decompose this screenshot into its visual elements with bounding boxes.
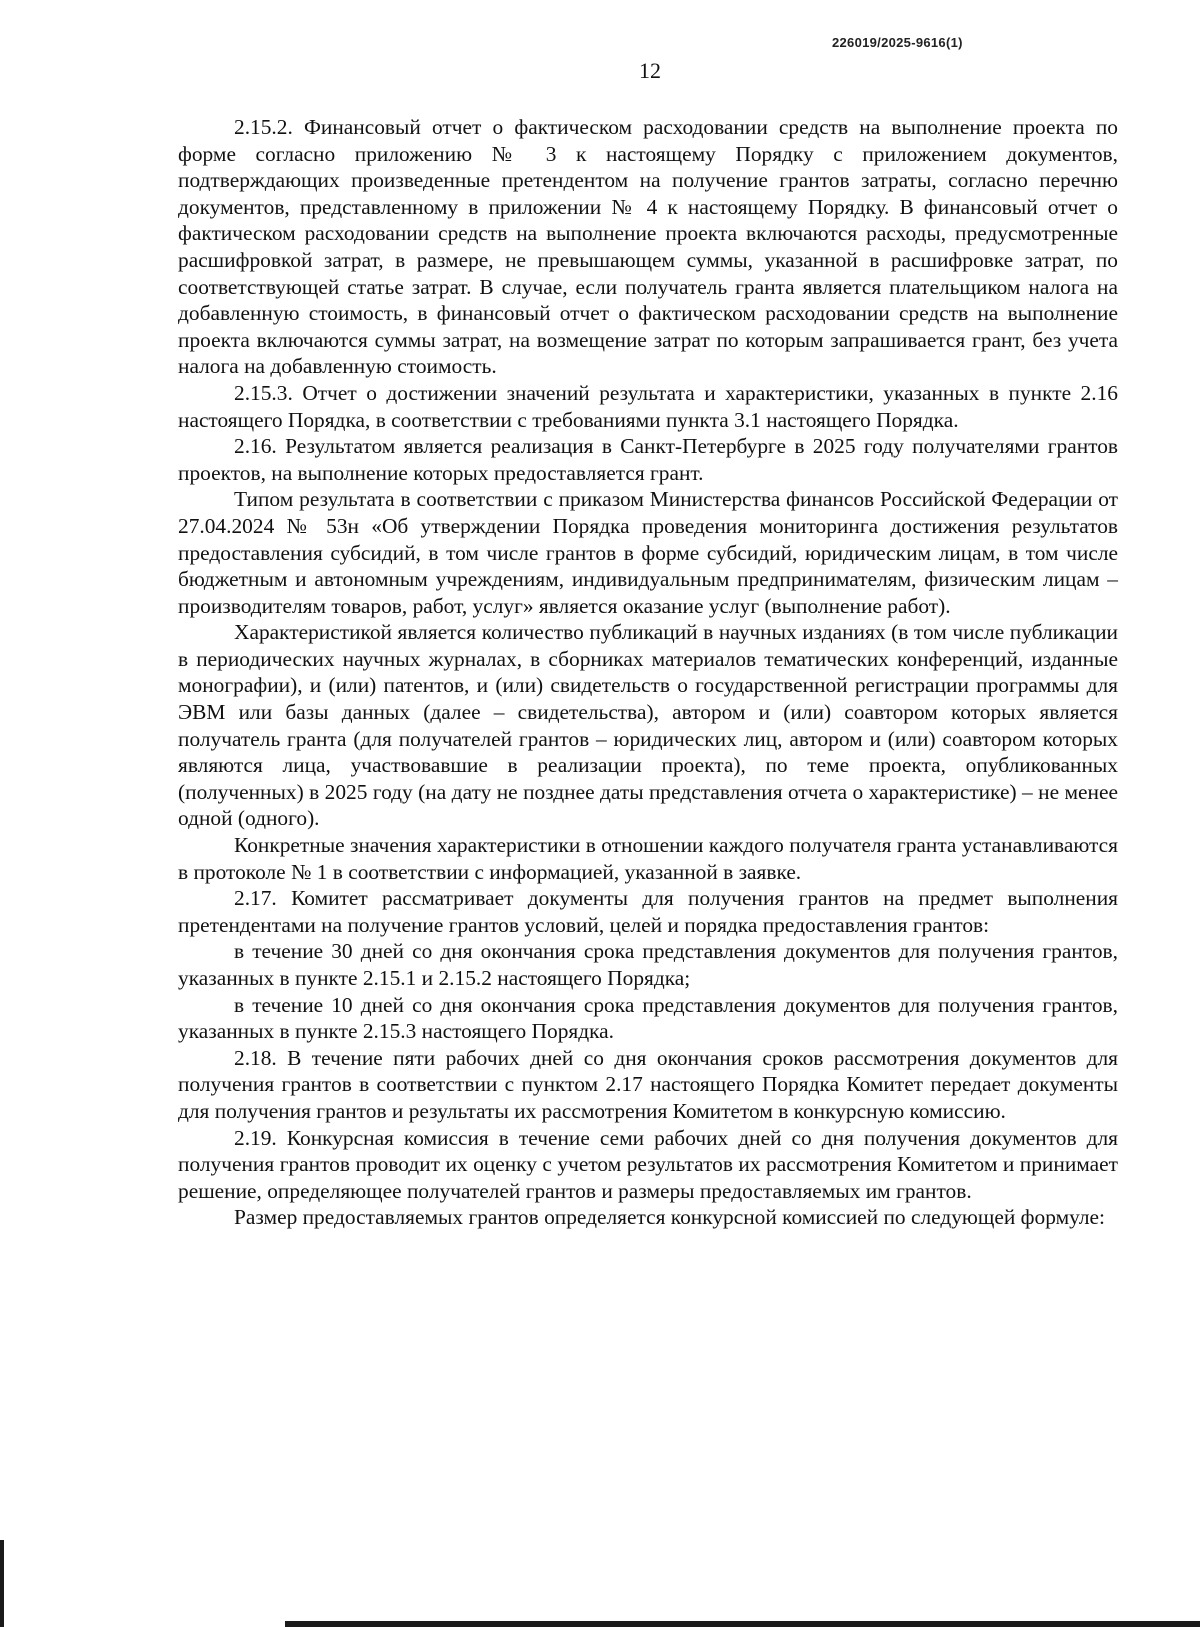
document-body bbox=[178, 114, 1118, 1231]
paragraph-grant-size-formula: Размер предоставляемых грантов определяется конкурсной комиссией по следующей формуле: bbox=[234, 1205, 1105, 1230]
document-registration-code: 226019/2025-9616(1) bbox=[832, 35, 963, 50]
paragraph-2-15-2: 2.15.2. Финансовый отчет о фактическом расходовании средств на выполнение проекта по форме согласно приложению № 3 к настоящему Порядку с приложением документов, подтверждающих произведенные претендентом на получение грантов затраты, согласно перечню документов, представленному в приложении № 4 к настоящему Порядку. В финансовый отчет о фактическом расходовании средств на выполнение проекта включаются расходы, предусмотренные расшифровкой затрат, в размере, не превышающем суммы, указанной в расшифровке затрат, по соответствующей статье затрат. В случае, если получатель гранта является плательщиком налога на добавленную стоимость, в финансовый отчет о фактическом расходовании средств на выполнение проекта включаются суммы затрат, на возмещение затрат по которым запрашивается грант, без учета налога на добавленную стоимость. bbox=[178, 115, 1118, 379]
paragraph-characteristic: Характеристикой является количество публикаций в научных изданиях (в том числе публикации в периодических научных журналах, в сборниках материалов тематических конференций, изданные монографии), и (или) патентов, и (или) свидетельств о государственной регистрации программы для ЭВМ или базы данных (далее – свидетельства), автором и (или) соавтором которых является получатель гранта (для получателей грантов – юридических лиц, автором и (или) соавтором которых являются лица, участвовавшие в реализации проекта), по теме проекта, опубликованных (полученных) в 2025 году (на дату не позднее даты представления отчета о характеристике) – не менее одной (одного). bbox=[178, 620, 1118, 831]
paragraph-2-15-3: 2.15.3. Отчет о достижении значений результата и характеристики, указанных в пункте 2.16 настоящего Порядка, в соответствии с требованиями пункта 3.1 настоящего Порядка. bbox=[178, 380, 1118, 432]
paragraph-result-type: Типом результата в соответствии с приказом Министерства финансов Российской Федерации от 27.04.2024 № 53н «Об утверждении Порядка проведения мониторинга достижения результатов предоставления субсидий, в том числе грантов в форме субсидий, юридическим лицам, в том числе бюджетным и автономным учреждениям, индивидуальным предпринимателям, физическим лицам – производителям товаров, работ, услуг» является оказание услуг (выполнение работ). bbox=[178, 487, 1118, 618]
page-number: 12 bbox=[639, 58, 661, 83]
paragraph-2-17: 2.17. Комитет рассматривает документы для получения грантов на предмет выполнения претендентами на получение грантов условий, целей и порядка предоставления грантов: bbox=[178, 886, 1118, 937]
paragraph-2-16: 2.16. Результатом является реализация в Санкт-Петербурге в 2025 году получателями грантов проектов, на выполнение которых предоставляется грант. bbox=[178, 434, 1118, 485]
paragraph-2-17-term-30-days: в течение 30 дней со дня окончания срока представления документов для получения грантов, указанных в пункте 2.15.1 и 2.15.2 настоящего Порядка; bbox=[178, 939, 1118, 990]
paragraph-characteristic-values: Конкретные значения характеристики в отношении каждого получателя гранта устанавливаются в протоколе № 1 в соответствии с информацией, указанной в заявке. bbox=[178, 833, 1118, 884]
paragraph-2-19: 2.19. Конкурсная комиссия в течение семи рабочих дней со дня получения документов для получения грантов проводит их оценку с учетом результатов их рассмотрения Комитетом и принимает решение, определяющее получателей грантов и размеры предоставляемых им грантов. bbox=[178, 1125, 1118, 1203]
paragraph-2-18: 2.18. В течение пяти рабочих дней со дня окончания сроков рассмотрения документов для получения грантов в соответствии с пунктом 2.17 настоящего Порядка Комитет передает документы для получения грантов и результаты их рассмотрения Комитетом в конкурсную комиссию. bbox=[178, 1045, 1118, 1123]
scan-bottom-mark bbox=[285, 1621, 1200, 1627]
scan-edge-mark bbox=[0, 1540, 4, 1627]
paragraph-2-17-term-10-days: в течение 10 дней со дня окончания срока представления документов для получения грантов, указанных в пункте 2.15.3 настоящего Порядка. bbox=[178, 992, 1118, 1044]
